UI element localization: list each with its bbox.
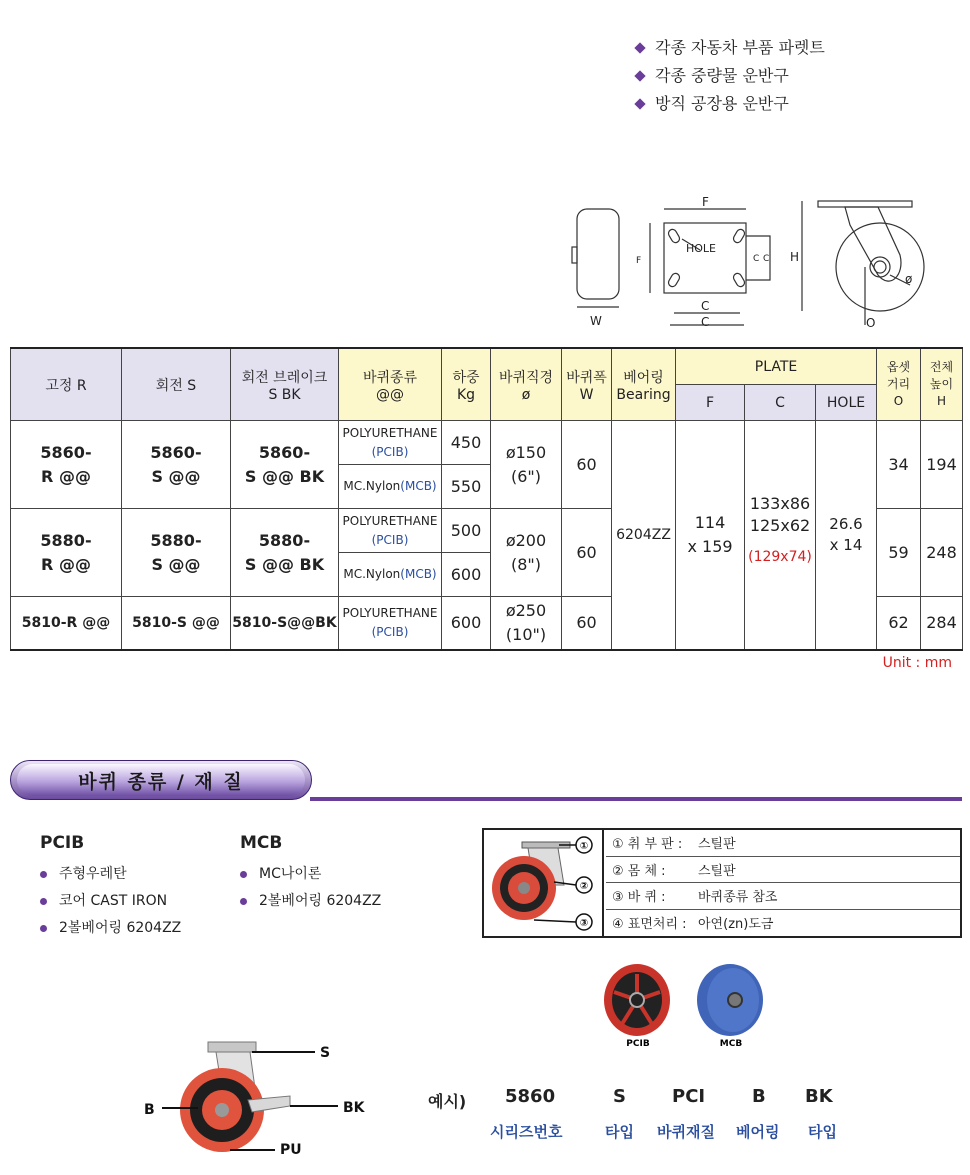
pcib-wheel-label: PCIB [626, 1039, 650, 1049]
cell-fixed [11, 509, 122, 597]
cell-text: (6") [510, 466, 542, 486]
header-text: 옵셋 [886, 360, 911, 374]
cell-load: 450 [442, 421, 491, 465]
label-hole: HOLE [686, 242, 717, 255]
label-b: B [144, 1102, 155, 1118]
plate-hole [732, 272, 746, 288]
plate-top-view [664, 223, 746, 293]
cell-material [339, 597, 442, 650]
cell-text: POLYURETHANE [342, 605, 438, 620]
cell-text: (MCB) [400, 479, 437, 493]
cell-height: 284 [921, 597, 963, 650]
parts-rows [606, 830, 960, 936]
wheel-side-view [577, 209, 619, 299]
cell-height: 194 [921, 421, 963, 509]
unit-label: Unit : mm [882, 655, 952, 671]
header-text: 회전 브레이크 [241, 369, 328, 386]
callout-number: ② [579, 881, 589, 892]
feature-item [636, 34, 825, 62]
label-pu: PU [280, 1142, 302, 1158]
bullet-icon [240, 898, 247, 905]
header-offset [877, 348, 921, 421]
header-load [442, 348, 491, 421]
cell-text: ø200 [505, 530, 547, 550]
cell-plate-c [745, 421, 816, 650]
header-text: 전체 [929, 360, 954, 374]
cell-height: 248 [921, 509, 963, 597]
mount-plate [208, 1042, 256, 1052]
parts-row [606, 910, 960, 937]
caster-fork [845, 207, 901, 281]
header-wheel-type [339, 348, 442, 421]
parts-value: 스틸판 [698, 863, 736, 879]
callout-number: ① [579, 841, 589, 852]
cell-text: 5880- [258, 530, 311, 550]
wheel-axle [728, 993, 742, 1007]
cell-text: MC.Nylon [343, 567, 401, 581]
cell-text: 125x62 [749, 515, 811, 535]
cell-text: (8") [510, 554, 542, 574]
header-bearing [612, 348, 676, 421]
cell-plate-hole [816, 421, 877, 650]
cell-text: S @@ [151, 466, 201, 486]
feature-list [636, 34, 825, 118]
header-plate: PLATE [676, 348, 877, 385]
header-text: 바퀴종류 [362, 369, 418, 386]
header-brake [231, 348, 339, 421]
cell-text: 5860- [150, 442, 202, 462]
header-fixed: 고정 R [11, 348, 122, 421]
cell-width: 60 [562, 597, 612, 650]
cell-load: 600 [442, 553, 491, 597]
mcb-title: MCB [240, 833, 283, 853]
example-code-material: PCI [672, 1086, 706, 1107]
cell-diameter [491, 421, 562, 509]
cell-text: S @@ BK [244, 554, 325, 574]
diamond-bullet-icon [634, 98, 645, 109]
header-text: 바퀴직경 [498, 369, 554, 386]
parts-value: 바퀴종류 참조 [698, 890, 778, 906]
cell-text: (PCIB) [371, 624, 409, 639]
cell-load: 500 [442, 509, 491, 553]
example-code-brake: BK [805, 1086, 833, 1107]
cell-material [339, 509, 442, 553]
cell-text: ø250 [505, 600, 547, 620]
example-code-series: 5860 [505, 1086, 556, 1107]
spec-table [10, 347, 963, 651]
header-text: Bearing [616, 386, 671, 403]
mount-plate [818, 201, 912, 207]
header-text: H [936, 394, 947, 408]
list-item [240, 888, 381, 915]
cell-text: MC.Nylon [343, 479, 401, 493]
label-s: S [320, 1045, 331, 1061]
parts-row [606, 830, 960, 857]
mcb-wheel-image [693, 962, 773, 1052]
header-text: 베어링 [623, 369, 664, 386]
plate-hole [732, 228, 746, 244]
cell-material [339, 465, 442, 509]
cell-text: POLYURETHANE [342, 513, 438, 528]
example-caption-material: 바퀴재질 [657, 1123, 715, 1141]
caster-parts-image [484, 830, 604, 936]
bullet-icon [240, 871, 247, 878]
example-label: 예시) [428, 1092, 467, 1111]
cell-swivel: 5810-S @@ [122, 597, 231, 650]
header-diameter [491, 348, 562, 421]
header-swivel: 회전 S [122, 348, 231, 421]
pcib-list [40, 833, 181, 942]
parts-label: ④ 표면처리 : [612, 917, 687, 933]
cell-text: 5860- [258, 442, 311, 462]
label-f-side: F [636, 256, 642, 266]
mcb-wheel-label: MCB [719, 1039, 743, 1049]
label-c: C [753, 254, 760, 264]
list-item [40, 888, 181, 915]
list-text: 2볼베어링 6204ZZ [59, 920, 182, 936]
cell-brake: 5810-S@@BK [231, 597, 339, 650]
header-text: @@ [376, 386, 404, 403]
header-height [921, 348, 963, 421]
cell-text: (129x74) [748, 548, 812, 565]
section-title: 바퀴 종류 / 재 질 [17, 764, 305, 796]
feature-text: 방직 공장용 운반구 [655, 94, 789, 113]
plate-hole [667, 272, 681, 288]
header-text: ø [521, 386, 531, 403]
axle-nut [572, 247, 577, 263]
bullet-icon [40, 925, 47, 932]
cell-offset: 59 [877, 509, 921, 597]
cell-offset: 34 [877, 421, 921, 509]
list-item [40, 861, 181, 888]
caster-illustration [484, 830, 602, 936]
cell-text: S @@ BK [244, 466, 325, 486]
cell-text: 5860- [40, 442, 92, 462]
plate-hole [667, 228, 681, 244]
header-text: 하중 [452, 369, 480, 386]
callout-number: ③ [579, 918, 589, 929]
caster-dimension-diagram [560, 195, 965, 335]
cell-text: R @@ [41, 554, 91, 574]
cell-text: R @@ [41, 466, 91, 486]
cell-text: x 14 [829, 535, 863, 554]
feature-text: 각종 중량물 운반구 [655, 66, 789, 85]
parts-table [482, 828, 962, 938]
cell-offset: 62 [877, 597, 921, 650]
axle-inner [874, 261, 886, 273]
diamond-bullet-icon [634, 70, 645, 81]
cell-text: (PCIB) [371, 444, 409, 459]
wheel-axle [518, 882, 530, 894]
cell-bearing: 6204ZZ [612, 421, 676, 650]
label-w: W [590, 314, 602, 328]
example-code-type: S [613, 1086, 626, 1107]
label-f: F [702, 195, 709, 209]
parts-row [606, 857, 960, 884]
wheel-circle [836, 223, 924, 311]
cell-material [339, 421, 442, 465]
parts-value: 스틸판 [698, 837, 736, 853]
label-o: O [866, 316, 876, 330]
label-diameter: ø [905, 272, 913, 286]
bullet-icon [40, 871, 47, 878]
cell-diameter [491, 597, 562, 650]
caster-product-image [140, 1030, 380, 1170]
parts-label: ① 취 부 판 : [612, 837, 683, 853]
list-text: MC나이론 [259, 866, 322, 882]
example-caption-series: 시리즈번호 [490, 1123, 563, 1141]
cell-load: 600 [442, 597, 491, 650]
list-text: 2볼베어링 6204ZZ [259, 893, 382, 909]
header-text: O [893, 394, 904, 408]
label-c: C [701, 299, 710, 313]
feature-item [636, 90, 825, 118]
header-text: Kg [456, 386, 476, 403]
cell-diameter [491, 509, 562, 597]
mcb-list [240, 833, 381, 915]
cell-text: 114 [694, 512, 726, 532]
example-caption-bearing: 베어링 [736, 1123, 780, 1141]
wheel-axle [215, 1103, 229, 1117]
cell-fixed [11, 421, 122, 509]
header-text: 바퀴폭 [566, 369, 607, 386]
section-divider [310, 797, 962, 801]
cell-load: 550 [442, 465, 491, 509]
bullet-icon [40, 898, 47, 905]
parts-label: ② 몸 체 : [612, 863, 666, 879]
cell-text: POLYURETHANE [342, 425, 438, 440]
cell-width: 60 [562, 421, 612, 509]
diamond-bullet-icon [634, 42, 645, 53]
cell-fixed: 5810-R @@ [11, 597, 122, 650]
cell-plate-f [676, 421, 745, 650]
feature-item [636, 62, 825, 90]
section-title-badge [10, 760, 312, 800]
cell-text: ø150 [505, 442, 547, 462]
label-c: C [763, 254, 770, 264]
list-item [240, 861, 381, 888]
example-caption-brake: 타입 [808, 1123, 837, 1141]
cell-text: 26.6 [829, 514, 863, 533]
list-item [40, 915, 181, 942]
wheel-axle [630, 993, 644, 1007]
label-bk: BK [343, 1100, 365, 1116]
header-plate-hole: HOLE [816, 385, 877, 421]
label-h: H [790, 250, 800, 264]
cell-width: 60 [562, 509, 612, 597]
leader-line [534, 920, 576, 922]
cell-material [339, 553, 442, 597]
list-text: 코어 CAST IRON [59, 893, 168, 909]
label-c: C [701, 315, 710, 329]
cell-swivel [122, 421, 231, 509]
header-plate-c: C [745, 385, 816, 421]
cell-text: 5880- [40, 530, 92, 550]
example-caption-type: 타입 [605, 1123, 634, 1141]
feature-text: 각종 자동차 부품 파렛트 [655, 38, 825, 57]
cell-text: S @@ [151, 554, 201, 574]
cell-brake [231, 509, 339, 597]
header-text: 거리 [886, 377, 911, 391]
parts-row [606, 883, 960, 910]
header-text: 높이 [929, 377, 954, 391]
header-width [562, 348, 612, 421]
cell-brake [231, 421, 339, 509]
cell-text: (MCB) [400, 567, 437, 581]
table-row [11, 421, 963, 465]
cell-text: x 159 [687, 536, 733, 556]
parts-value: 아연(zn)도금 [698, 917, 774, 933]
cell-text: 5880- [150, 530, 202, 550]
pcib-wheel-image [600, 962, 680, 1052]
example-code-bearing: B [752, 1086, 766, 1107]
header-plate-f: F [676, 385, 745, 421]
parts-label: ③ 바 퀴 : [612, 890, 666, 906]
header-text: S BK [268, 386, 301, 403]
cell-swivel [122, 509, 231, 597]
cell-text: 133x86 [749, 493, 811, 513]
cell-text: (10") [505, 624, 547, 644]
header-text: W [579, 386, 594, 403]
pcib-title: PCIB [40, 833, 85, 853]
cell-text: (PCIB) [371, 532, 409, 547]
list-text: 주형우레탄 [59, 866, 127, 882]
